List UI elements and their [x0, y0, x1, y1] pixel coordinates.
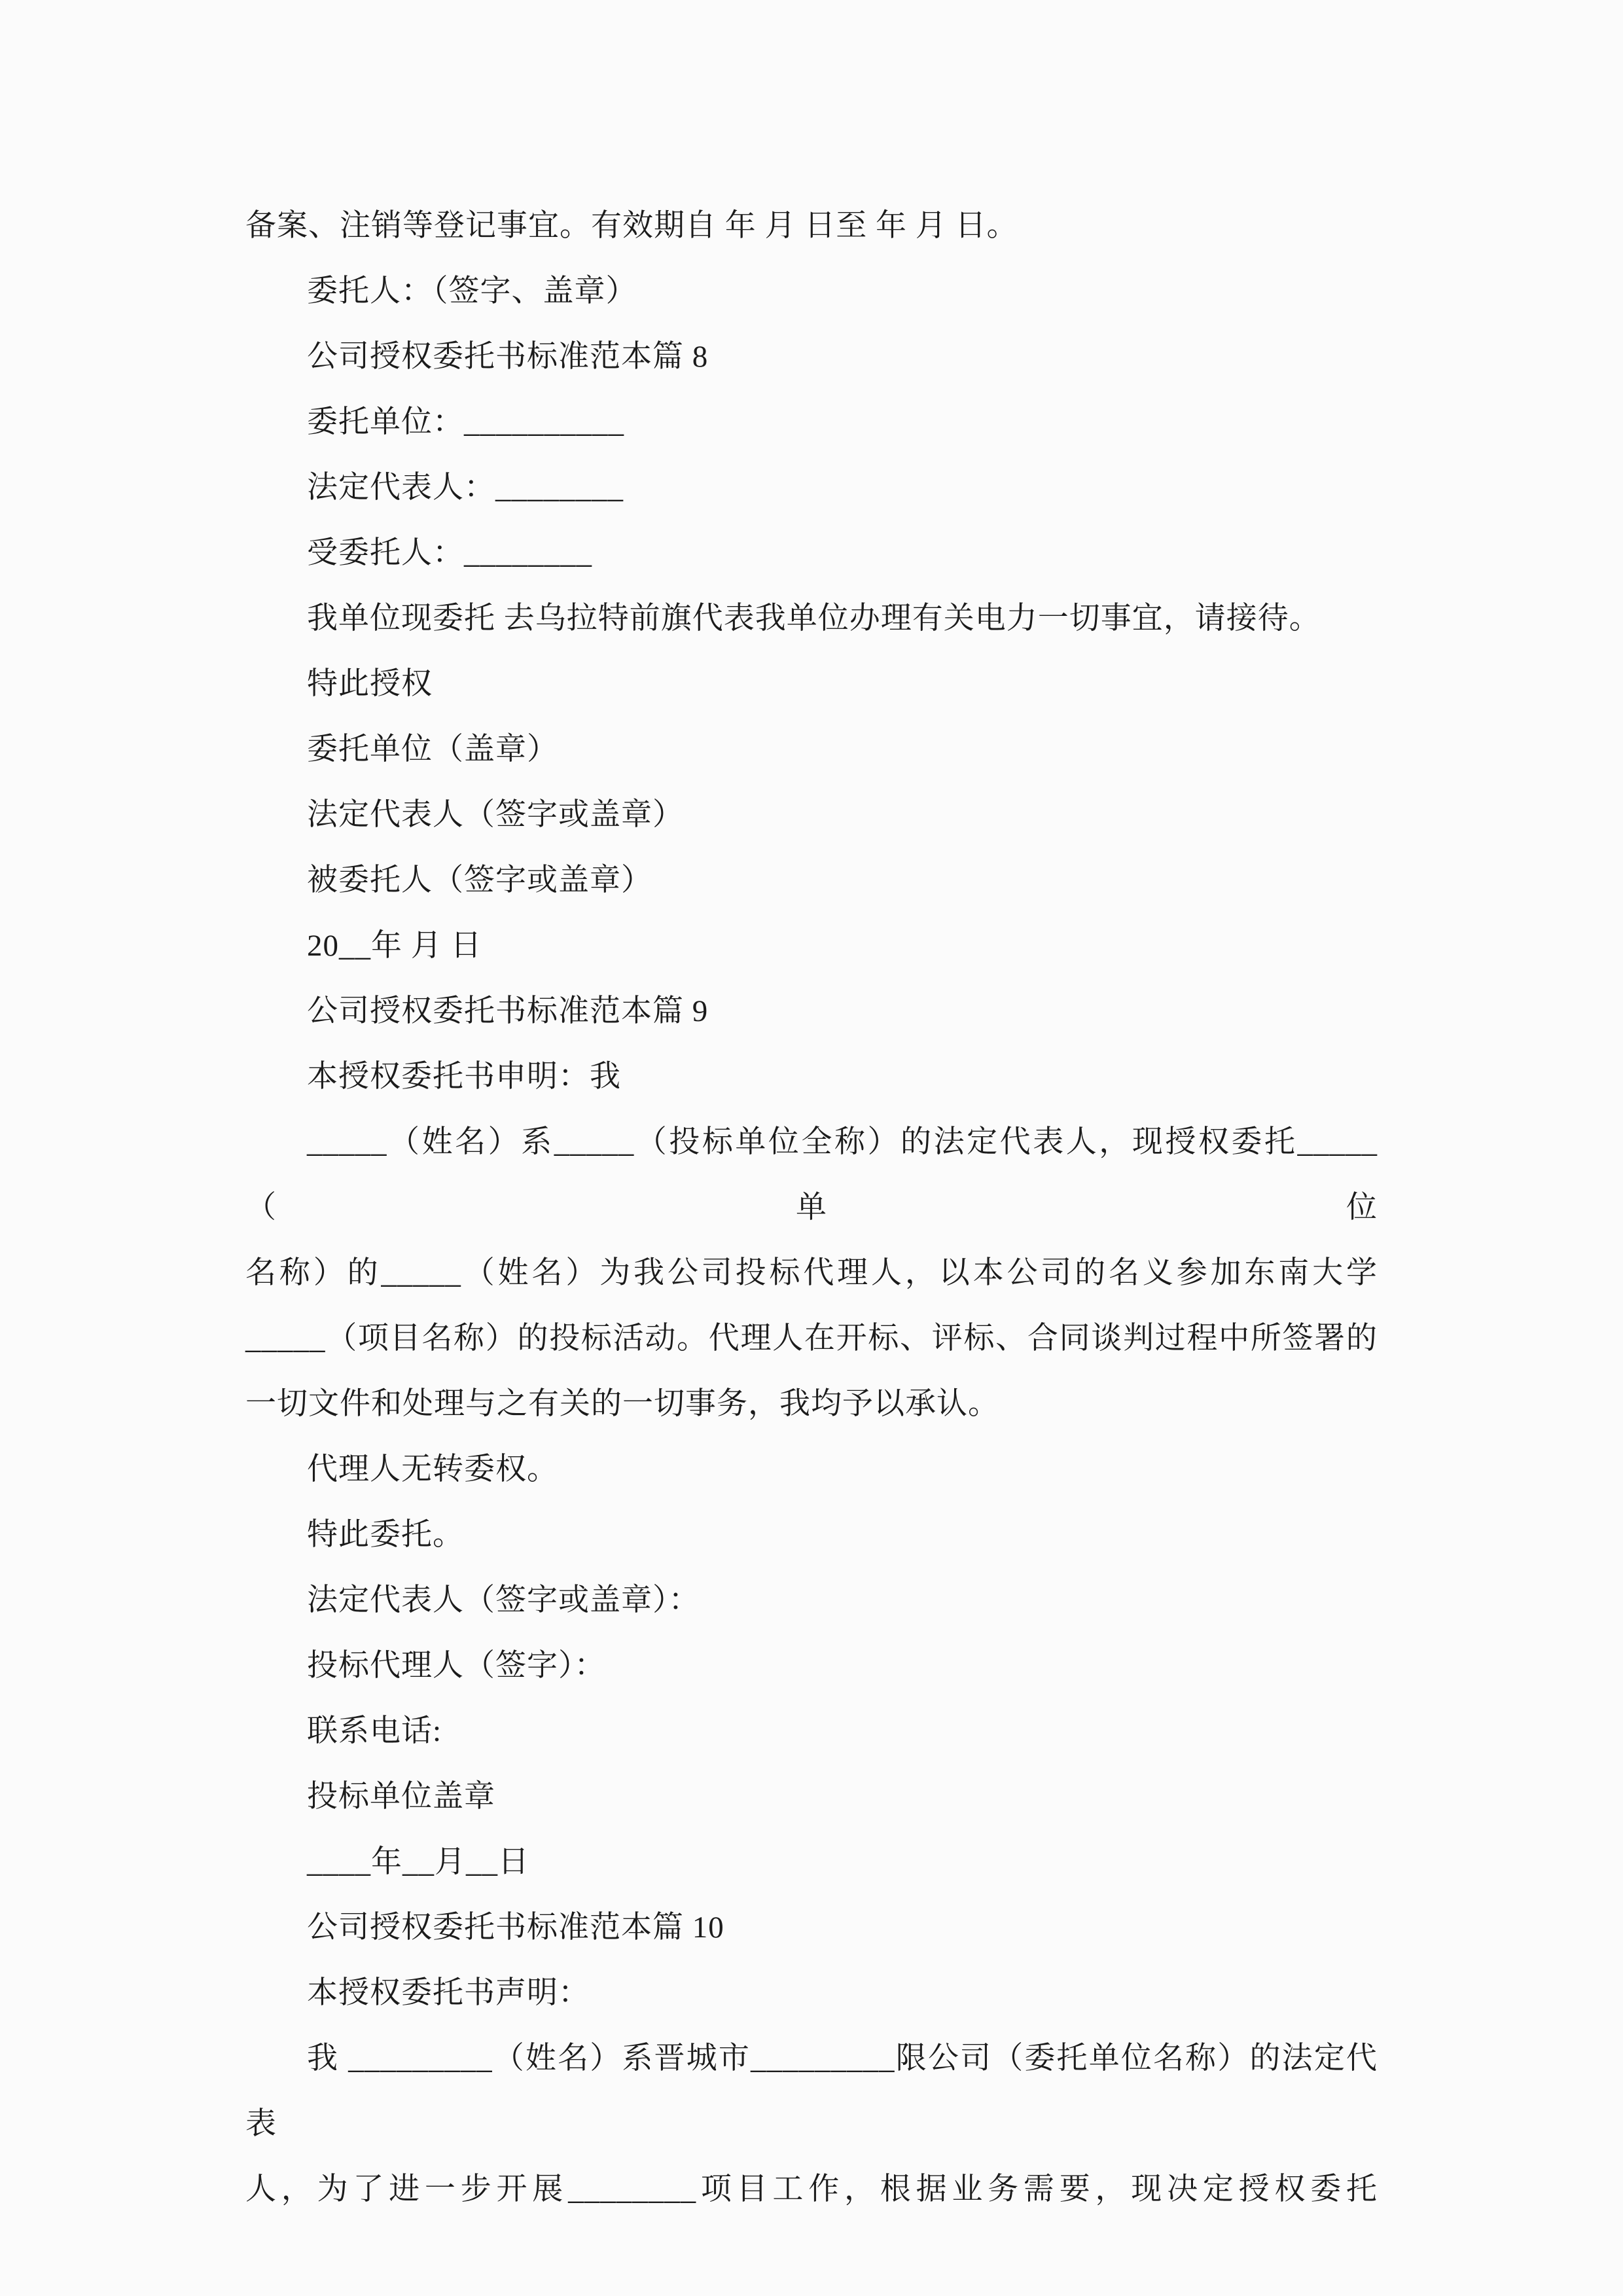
text-line: 法定代表人：________ — [307, 471, 624, 505]
text-line: 人，为了进一步开展________项目工作，根据业务需要，现决定授权委托 — [245, 2172, 1378, 2206]
text-line: 公司授权委托书标准范本篇 9 — [307, 994, 709, 1028]
document-body — [245, 193, 1378, 2222]
text-line: 我 _________（姓名）系晋城市_________限公司（委托单位名称）的法定代表 — [245, 2041, 1378, 2141]
text-line: 联系电话: — [307, 1714, 442, 1748]
text-line: 特此授权 — [307, 667, 433, 701]
text-line: 委托单位：__________ — [307, 405, 624, 439]
text-line: _____（姓名）系_____（投标单位全称）的法定代表人，现授权委托_____（单位 — [245, 1125, 1378, 1225]
text-line: 委托人：（签字、盖章） — [307, 274, 637, 308]
text-line: 本授权委托书声明： — [307, 1976, 590, 2010]
text-line: 本授权委托书申明：我 — [307, 1060, 621, 1094]
text-line: 特此委托。 — [307, 1518, 464, 1552]
text-line: 被委托人（签字或盖章） — [307, 863, 652, 897]
text-line: 我单位现委托 去乌拉特前旗代表我单位办理有关电力一切事宜，请接待。 — [307, 601, 1321, 636]
text-line: 名称）的_____（姓名）为我公司投标代理人，以本公司的名义参加东南大学 — [245, 1256, 1378, 1290]
text-line: 代理人无转委权。 — [307, 1452, 558, 1486]
text-line: 受委托人：________ — [307, 536, 592, 570]
text-line: 公司授权委托书标准范本篇 10 — [307, 1910, 724, 1945]
text-line: 20__年 月 日 — [307, 929, 482, 963]
text-line: 公司授权委托书标准范本篇 8 — [307, 340, 709, 374]
text-line: _____（项目名称）的投标活动。代理人在开标、评标、合同谈判过程中所签署的 — [245, 1321, 1378, 1355]
text-line: 法定代表人（签字或盖章）： — [307, 1583, 700, 1617]
text-line: 一切文件和处理与之有关的一切事务，我均予以承认。 — [245, 1387, 999, 1421]
text-line: 备案、注销等登记事宜。有效期自 年 月 日至 年 月 日。 — [245, 209, 1018, 243]
text-line: ____年__月__日 — [307, 1845, 529, 1879]
text-line: 投标代理人（签字）： — [307, 1649, 606, 1683]
text-line: 投标单位盖章 — [307, 1780, 495, 1814]
text-line: 委托单位（盖章） — [307, 732, 558, 766]
text-line: 法定代表人（签字或盖章） — [307, 798, 684, 832]
